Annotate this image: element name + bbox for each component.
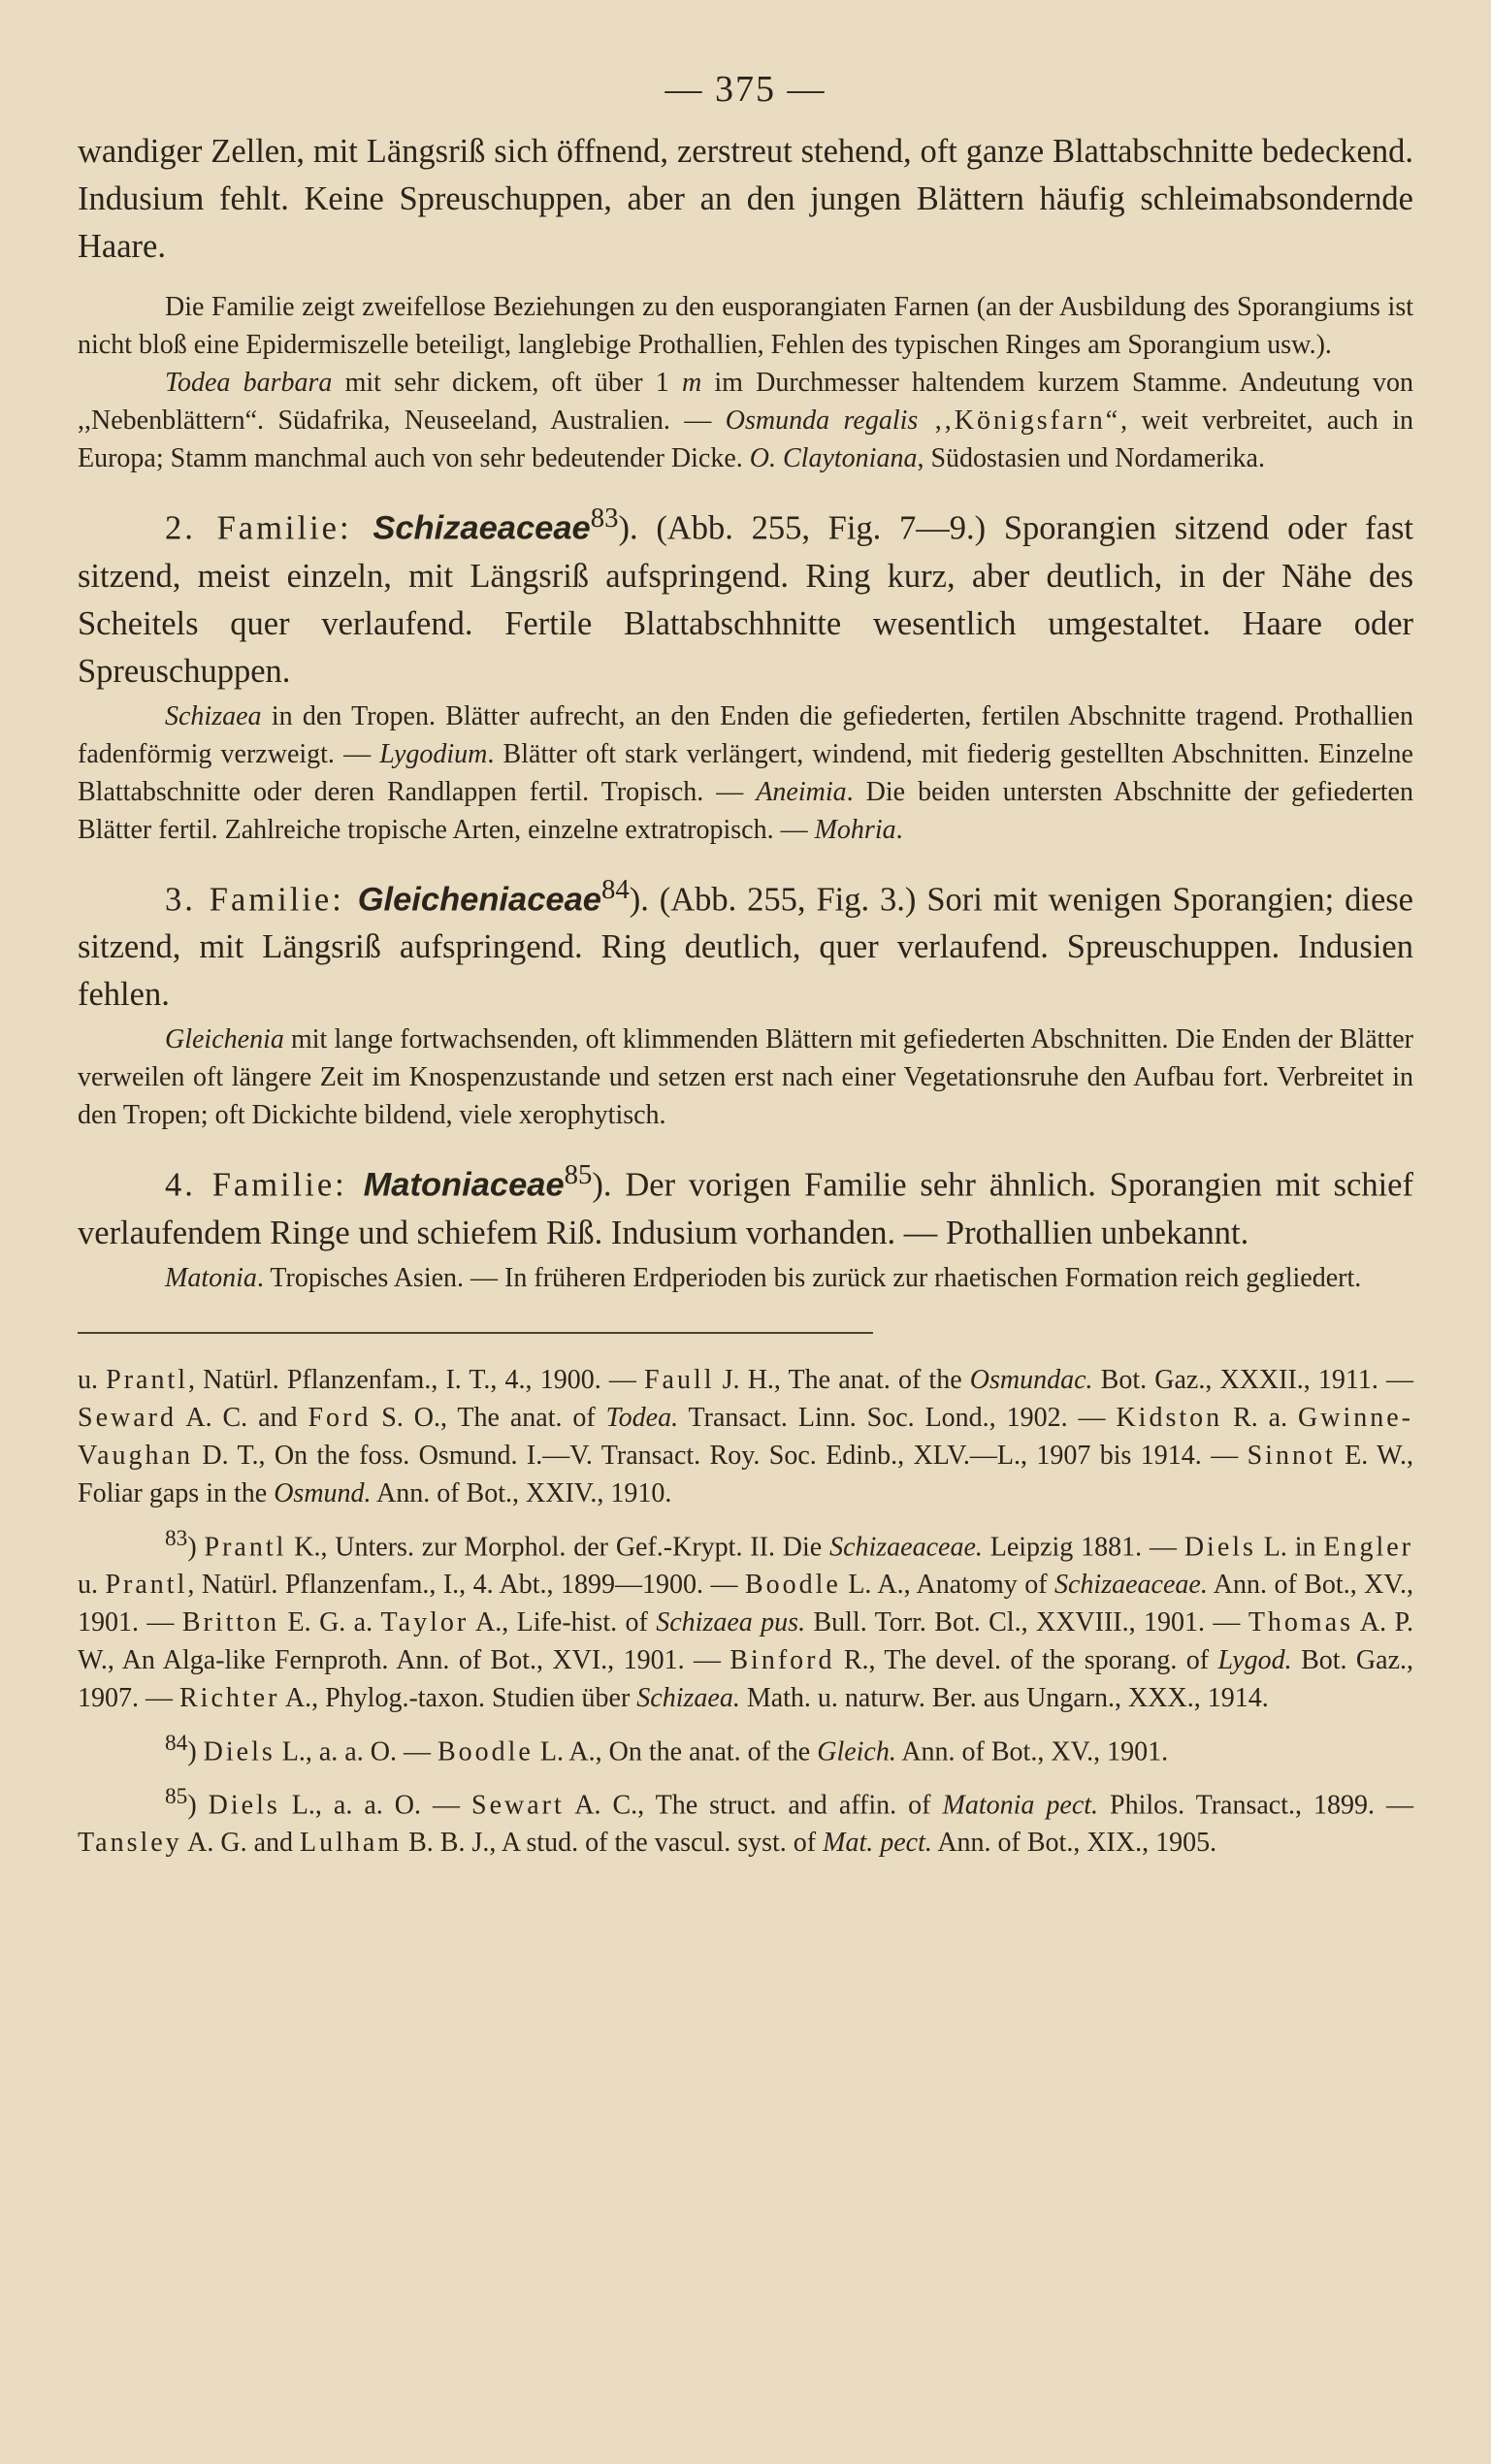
intro-paragraph: wandiger Zellen, mit Längsriß sich öffnend, zerstreut stehend, oft ganze Blattabschnitte bedeckend. Indusium fehlt. Keine Spreuschuppen, aber an den jungen Blättern häufig schleimabsondernde Haare. <box>78 133 1413 265</box>
species-claytoniana: O. Claytoniana <box>749 443 918 473</box>
page-number: — 375 — <box>664 69 827 110</box>
footnote-continuation: u. Prantl, Natürl. Pflanzenfam., I. T., 4., 1900. — Faull J. H., The anat. of the Osmundac. Bot. Gaz., XXXII., 1911. — Seward A. C. and Ford S. O., The anat. of Todea. Transact. Linn. Soc. Lond., 1902. — Kidston R. a. Gwinne-Vaughan D. T., On the foss. Osmund. I.—V. Transact. Roy. Soc. Edinb., XLV.—L., 1907 bis 1914. — Sinnot E. W., Foliar gaps in the Osmund. Ann. of Bot., XXIV., 1910. <box>78 1364 1414 1508</box>
intro-note: Die Familie zeigt zweifellose Beziehungen zu den eusporangiaten Farnen (an der Ausbildung des Sporangiums ist nicht bloß eine Epidermiszelle beteiligt, langlebige Prothallien, Fehlen des typischen Ringes am Sporangium usw.). <box>78 292 1413 360</box>
family-name-matoniaceae: Matoniaceae <box>363 1166 565 1204</box>
family-4-heading: 4. Familie: Matoniaceae$^{85}$). Der vorigen Familie sehr ähnlich. Sporangien mit schief verlaufendem Ringe und schiefem Riß. Indusium vorhanden. — Prothallien unbekannt. <box>78 1159 1413 1251</box>
footnote-84: $^{84}$) Diels L., a. a. O. — Boodle L. A., On the anat. of the Gleich. Ann. of Bot., XV., 1901. <box>165 1730 1169 1767</box>
family-3-heading: 3. Familie: Gleicheniaceae$^{84}$). (Abb. 255, Fig. 3.) Sori mit wenigen Sporangien; diese sitzend, mit Längsriß aufspringend. Ring deutlich, quer verlaufend. Spreuschuppen. Indusien fehlen. <box>78 873 1413 1013</box>
footnotes <box>78 1361 1413 1863</box>
footnote-85: $^{85}$) Diels L., a. a. O. — Sewart A. C., The struct. and affin. of Matonia pect. Philos. Transact., 1899. — Tansley A. G. and Lulham B. B. J., A stud. of the vascul. syst. of Mat. pect. Ann. of Bot., XIX., 1905. <box>78 1784 1413 1859</box>
footnote-divider <box>78 1332 873 1334</box>
family-name-schizaeaceae: Schizaeaceae <box>373 509 591 547</box>
footnote-ref-85: 85 <box>564 1159 593 1190</box>
family-4-note: Matonia. Tropisches Asien. — In früheren Erdperioden bis zurück zur rhaetischen Formation reich gegliedert. <box>165 1262 1362 1293</box>
footnote-ref-84: 84 <box>600 873 630 905</box>
family-2-heading: 2. Familie: Schizaeaceae$^{83}$). (Abb. 255, Fig. 7—9.) Sporangien sitzend oder fast sitzend, meist einzeln, mit Längsriß aufspringend. Ring kurz, aber deutlich, in der Nähe des Scheitels quer verlaufend. Fertile Blattabschhnitte wesentlich umgestaltet. Haare oder Spreuschuppen. <box>78 503 1413 690</box>
footnote-83: $^{83}$) Prantl K., Unters. zur Morphol. der Gef.-Krypt. II. Die Schizaeaceae. Leipzig 1881. — Diels L. in Engler u. Prantl, Natürl. Pflanzenfam., I., 4. Abt., 1899—1900. — Boodle L. A., Anatomy of Schizaeaceae. Ann. of Bot., XV., 1901. — Britton E. G. a. Taylor A., Life-hist. of Schizaea pus. Bull. Torr. Bot. Cl., XXVIII., 1901. — Thomas A. P. W., An Alga-like Fernproth. Ann. of Bot., XVI., 1901. — Binford R., The devel. of the sporang. of Lygod. Bot. Gaz., 1907. — Richter A., Phylog.-taxon. Studien über Schizaea. Math. u. naturw. Ber. aus Ungarn., XXX., 1914. <box>78 1525 1414 1713</box>
todea-paragraph: Todea barbara mit sehr dickem, oft über 1 m im Durchmesser haltendem kurzem Stamme. Andeutung von ,,Nebenblättern“. Südafrika, Neuseeland, Australien. — Osmunda regalis ,,Königsfarn“, weit verbreitet, auch in Europa; Stamm manchmal auch von sehr bedeutender Dicke. O. Claytoniana, Südostasien und Nordamerika. <box>78 368 1413 473</box>
family-name-gleicheniaceae: Gleicheniaceae <box>357 881 601 918</box>
family-2-note: Schizaea in den Tropen. Blätter aufrecht, an den Enden die gefiederten, fertilen Abschnitte tragend. Prothallien fadenförmig verzweigt. — Lygodium. Blätter oft stark verlängert, windend, mit fiederig gestellten Abschnitten. Einzelne Blattabschnitte oder deren Randlappen fertil. Tropisch. — Aneimia. Die beiden untersten Abschnitte der gefiederten Blätter fertil. Zahlreiche tropische Arten, einzelne extratropisch. — Mohria. <box>78 700 1413 845</box>
genus-osmunda: Osmunda regalis <box>725 405 919 436</box>
genus-todea: Todea barbara <box>165 368 333 398</box>
family-3-note: Gleichenia mit lange fortwachsenden, oft klimmenden Blättern mit gefiederten Abschnitten. Die Enden der Blätter verweilen oft längere Zeit im Knospenzustande und setzen erst nach einer Vegetationsruhe den Aufbau fort. Verbreitet in den Tropen; oft Dickichte bildend, viele xerophytisch. <box>78 1024 1413 1130</box>
footnote-ref-83: 83 <box>590 503 619 534</box>
